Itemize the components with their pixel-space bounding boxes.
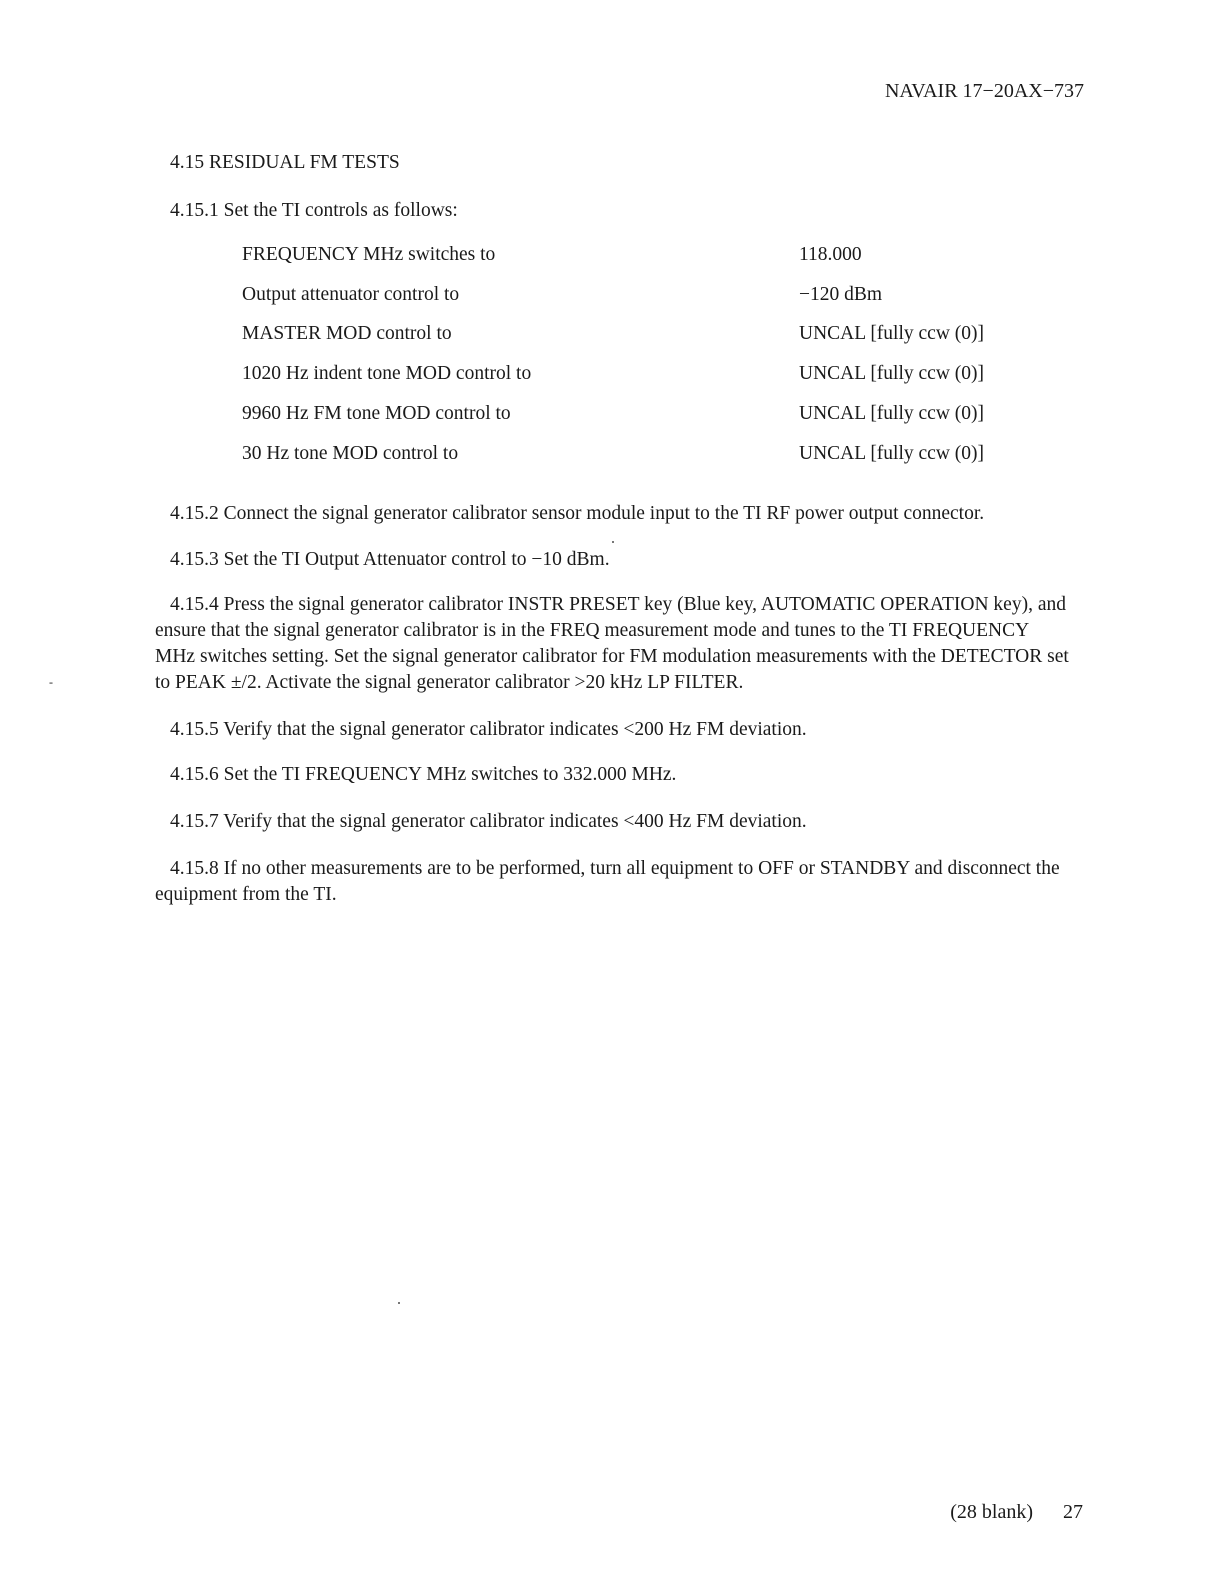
step-4-15-2: 4.15.2 Connect the signal generator calibrator sensor module input to the TI RF power output connector. [170,503,985,524]
control-value-output-attenuator: −120 dBm [799,284,883,305]
scan-speck [398,1302,400,1304]
step-4-15-1: 4.15.1 Set the TI controls as follows: [170,200,458,221]
margin-mark: - [49,675,53,689]
page-number: 27 [1063,1501,1083,1523]
control-label-master-mod: MASTER MOD control to [242,323,452,344]
step-4-15-5: 4.15.5 Verify that the signal generator calibrator indicates <200 Hz FM deviation. [170,719,807,740]
control-label-9960hz-mod: 9960 Hz FM tone MOD control to [242,403,511,424]
step-4-15-8: 4.15.8 If no other measurements are to be performed, turn all equipment to OFF or STANDBY and disconnect the equipment from the TI. [155,858,1060,905]
control-value-30hz-mod: UNCAL [fully ccw (0)] [799,443,985,464]
control-label-1020hz-mod: 1020 Hz indent tone MOD control to [242,363,532,384]
step-4-15-7: 4.15.7 Verify that the signal generator calibrator indicates <400 Hz FM deviation. [170,811,807,832]
section-title: 4.15 RESIDUAL FM TESTS [170,152,400,173]
blank-page-note: (28 blank) [950,1501,1033,1523]
page-footer [950,1501,1083,1524]
control-label-frequency: FREQUENCY MHz switches to [242,244,496,265]
step-4-15-3: 4.15.3 Set the TI Output Attenuator control to −10 dBm. [170,549,610,570]
control-label-output-attenuator: Output attenuator control to [242,284,460,305]
control-value-master-mod: UNCAL [fully ccw (0)] [799,323,985,344]
document-id: NAVAIR 17−20AX−737 [884,80,1084,102]
control-label-30hz-mod: 30 Hz tone MOD control to [242,443,459,464]
step-4-15-6: 4.15.6 Set the TI FREQUENCY MHz switches to 332.000 MHz. [170,764,677,785]
control-value-frequency: 118.000 [799,244,862,265]
scan-speck [612,541,614,543]
control-value-9960hz-mod: UNCAL [fully ccw (0)] [799,403,985,424]
control-value-1020hz-mod: UNCAL [fully ccw (0)] [799,363,985,384]
step-4-15-4: 4.15.4 Press the signal generator calibrator INSTR PRESET key (Blue key, AUTOMATIC OPERATION key), and ensure that the signal generator calibrator is in the FREQ measurement mode and tunes to the TI FREQUENCY MHz switches setting. Set the signal generator calibrator for FM modulation measurements with the DETECTOR set to PEAK ±/2. Activate the signal generator calibrator >20 kHz LP FILTER. [155,594,1069,693]
